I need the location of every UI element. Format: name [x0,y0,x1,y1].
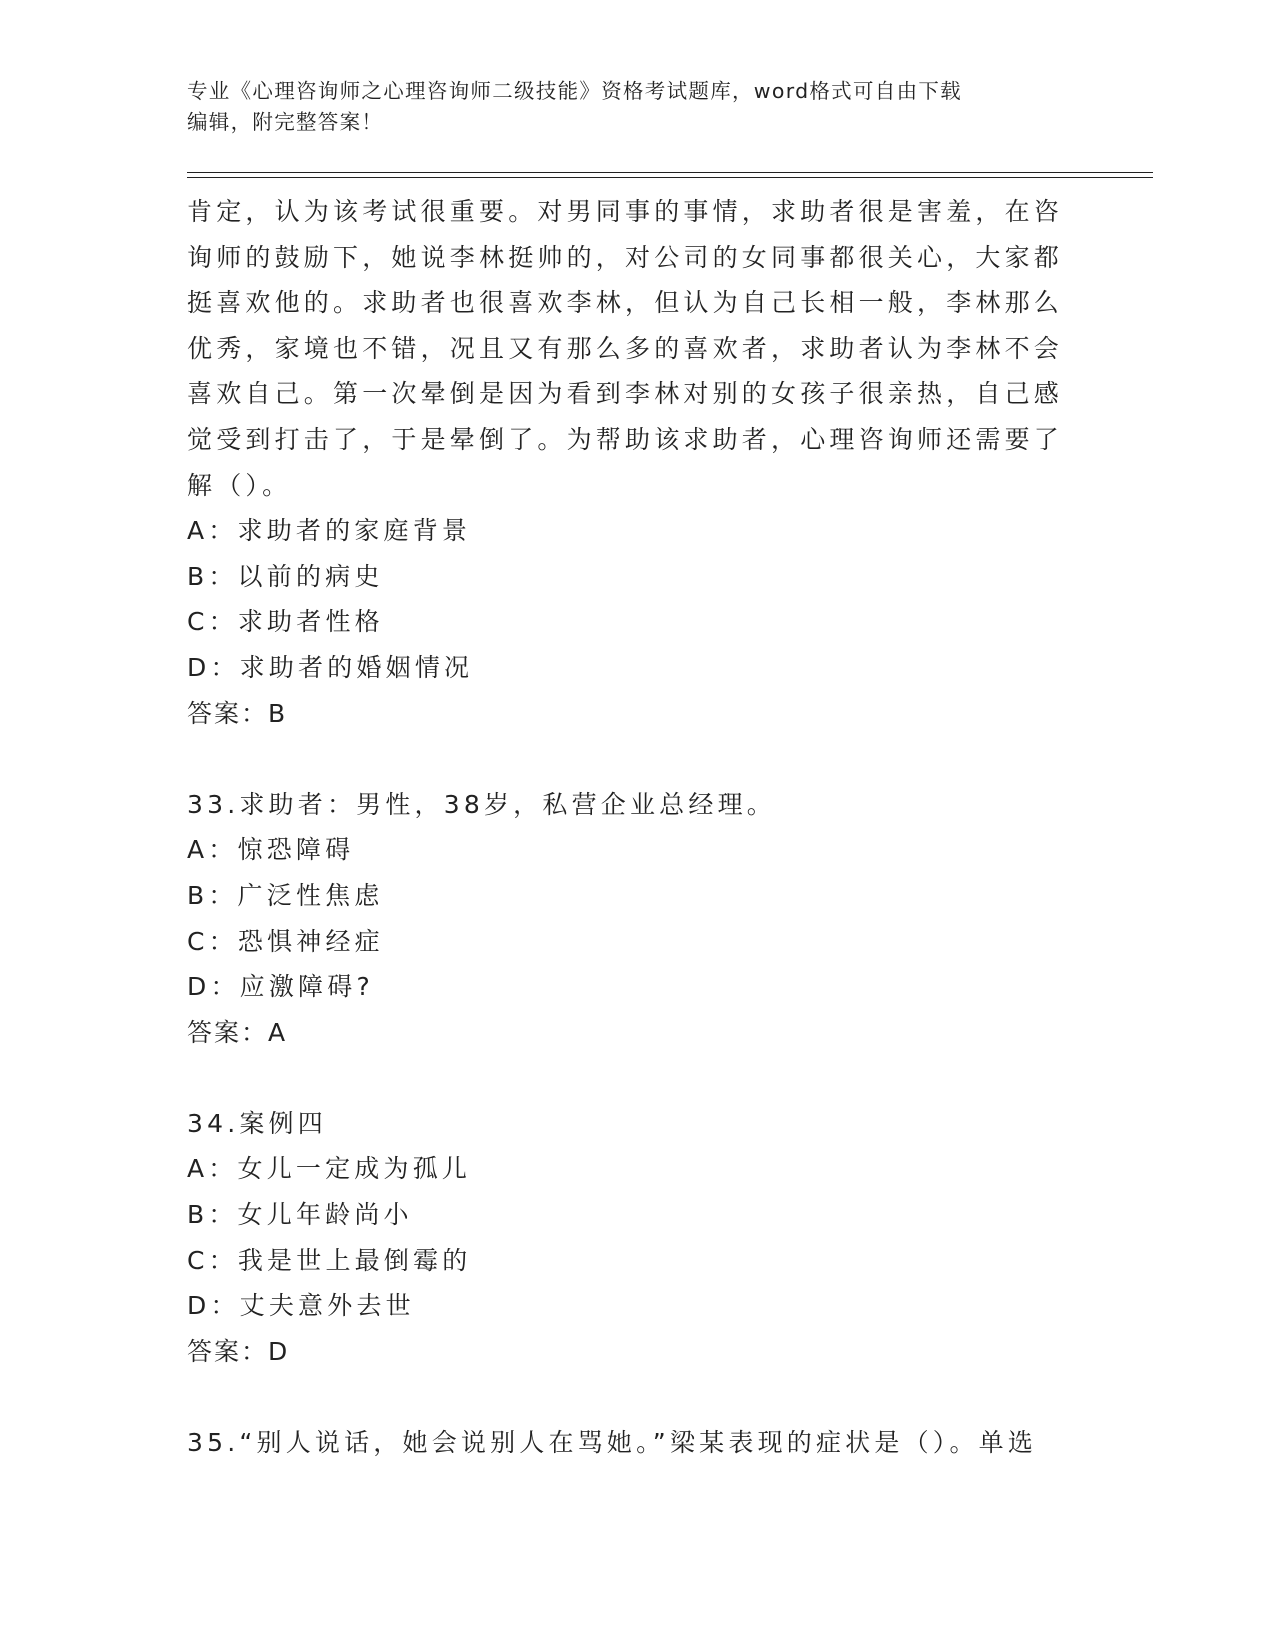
question-34 [187,1101,1087,1375]
answer-32: 答案：B [187,698,288,728]
passage-line: 肯定，认为该考试很重要。对男同事的事情，求助者很是害羞，在咨 [187,197,1064,226]
passage-line: 挺喜欢他的。求助者也很喜欢李林，但认为自己长相一般，李林那么 [187,288,1064,318]
question-32-options [187,508,1087,736]
passage-32 [187,189,1087,508]
option-a: A：女儿一定成为孤儿 [187,1154,472,1184]
spacer [187,1055,1087,1101]
question-33 [187,782,1087,1056]
header-line-1: 专业《心理咨询师之心理咨询师二级技能》资格考试题库，word格式可自由下载 [187,79,962,103]
option-d: D：求助者的婚姻情况 [187,652,474,682]
option-c: C：求助者性格 [187,607,384,637]
option-a: A：惊恐障碍 [187,835,355,865]
question-35 [187,1420,1087,1466]
question-content [187,189,1087,1466]
page-header [187,76,1067,138]
passage-line: 觉受到打击了，于是晕倒了。为帮助该求助者，心理咨询师还需要了 [187,424,1064,454]
option-c: C：恐惧神经症 [187,926,384,956]
option-b: B：以前的病史 [187,561,384,591]
spacer [187,736,1087,782]
option-d: D：丈夫意外去世 [187,1291,415,1321]
option-c: C：我是世上最倒霉的 [187,1245,472,1275]
header-rule-bottom [187,177,1153,178]
option-a: A：求助者的家庭背景 [187,516,472,546]
option-b: B：女儿年龄尚小 [187,1200,413,1230]
answer-33: 答案：A [187,1017,288,1047]
answer-34: 答案：D [187,1336,290,1366]
passage-line: 解（）。 [187,470,292,500]
passage-line: 喜欢自己。第一次晕倒是因为看到李林对别的女孩子很亲热，自己感 [187,379,1064,409]
question-stem: 35.“别人说话，她会说别人在骂她。”梁某表现的症状是（）。单选 [187,1428,1038,1458]
spacer [187,1374,1087,1420]
question-stem: 33.求助者：男性，38岁，私营企业总经理。 [187,789,776,819]
passage-line: 优秀，家境也不错，况且又有那么多的喜欢者，求助者认为李林不会 [187,333,1064,363]
header-rule-top [187,172,1153,173]
option-d: D：应激障碍? [187,972,374,1002]
header-line-2: 编辑，附完整答案！ [187,110,384,134]
passage-line: 询师的鼓励下，她说李林挺帅的，对公司的女同事都很关心，大家都 [187,242,1064,272]
option-b: B：广泛性焦虑 [187,880,384,910]
question-stem: 34.案例四 [187,1108,327,1138]
